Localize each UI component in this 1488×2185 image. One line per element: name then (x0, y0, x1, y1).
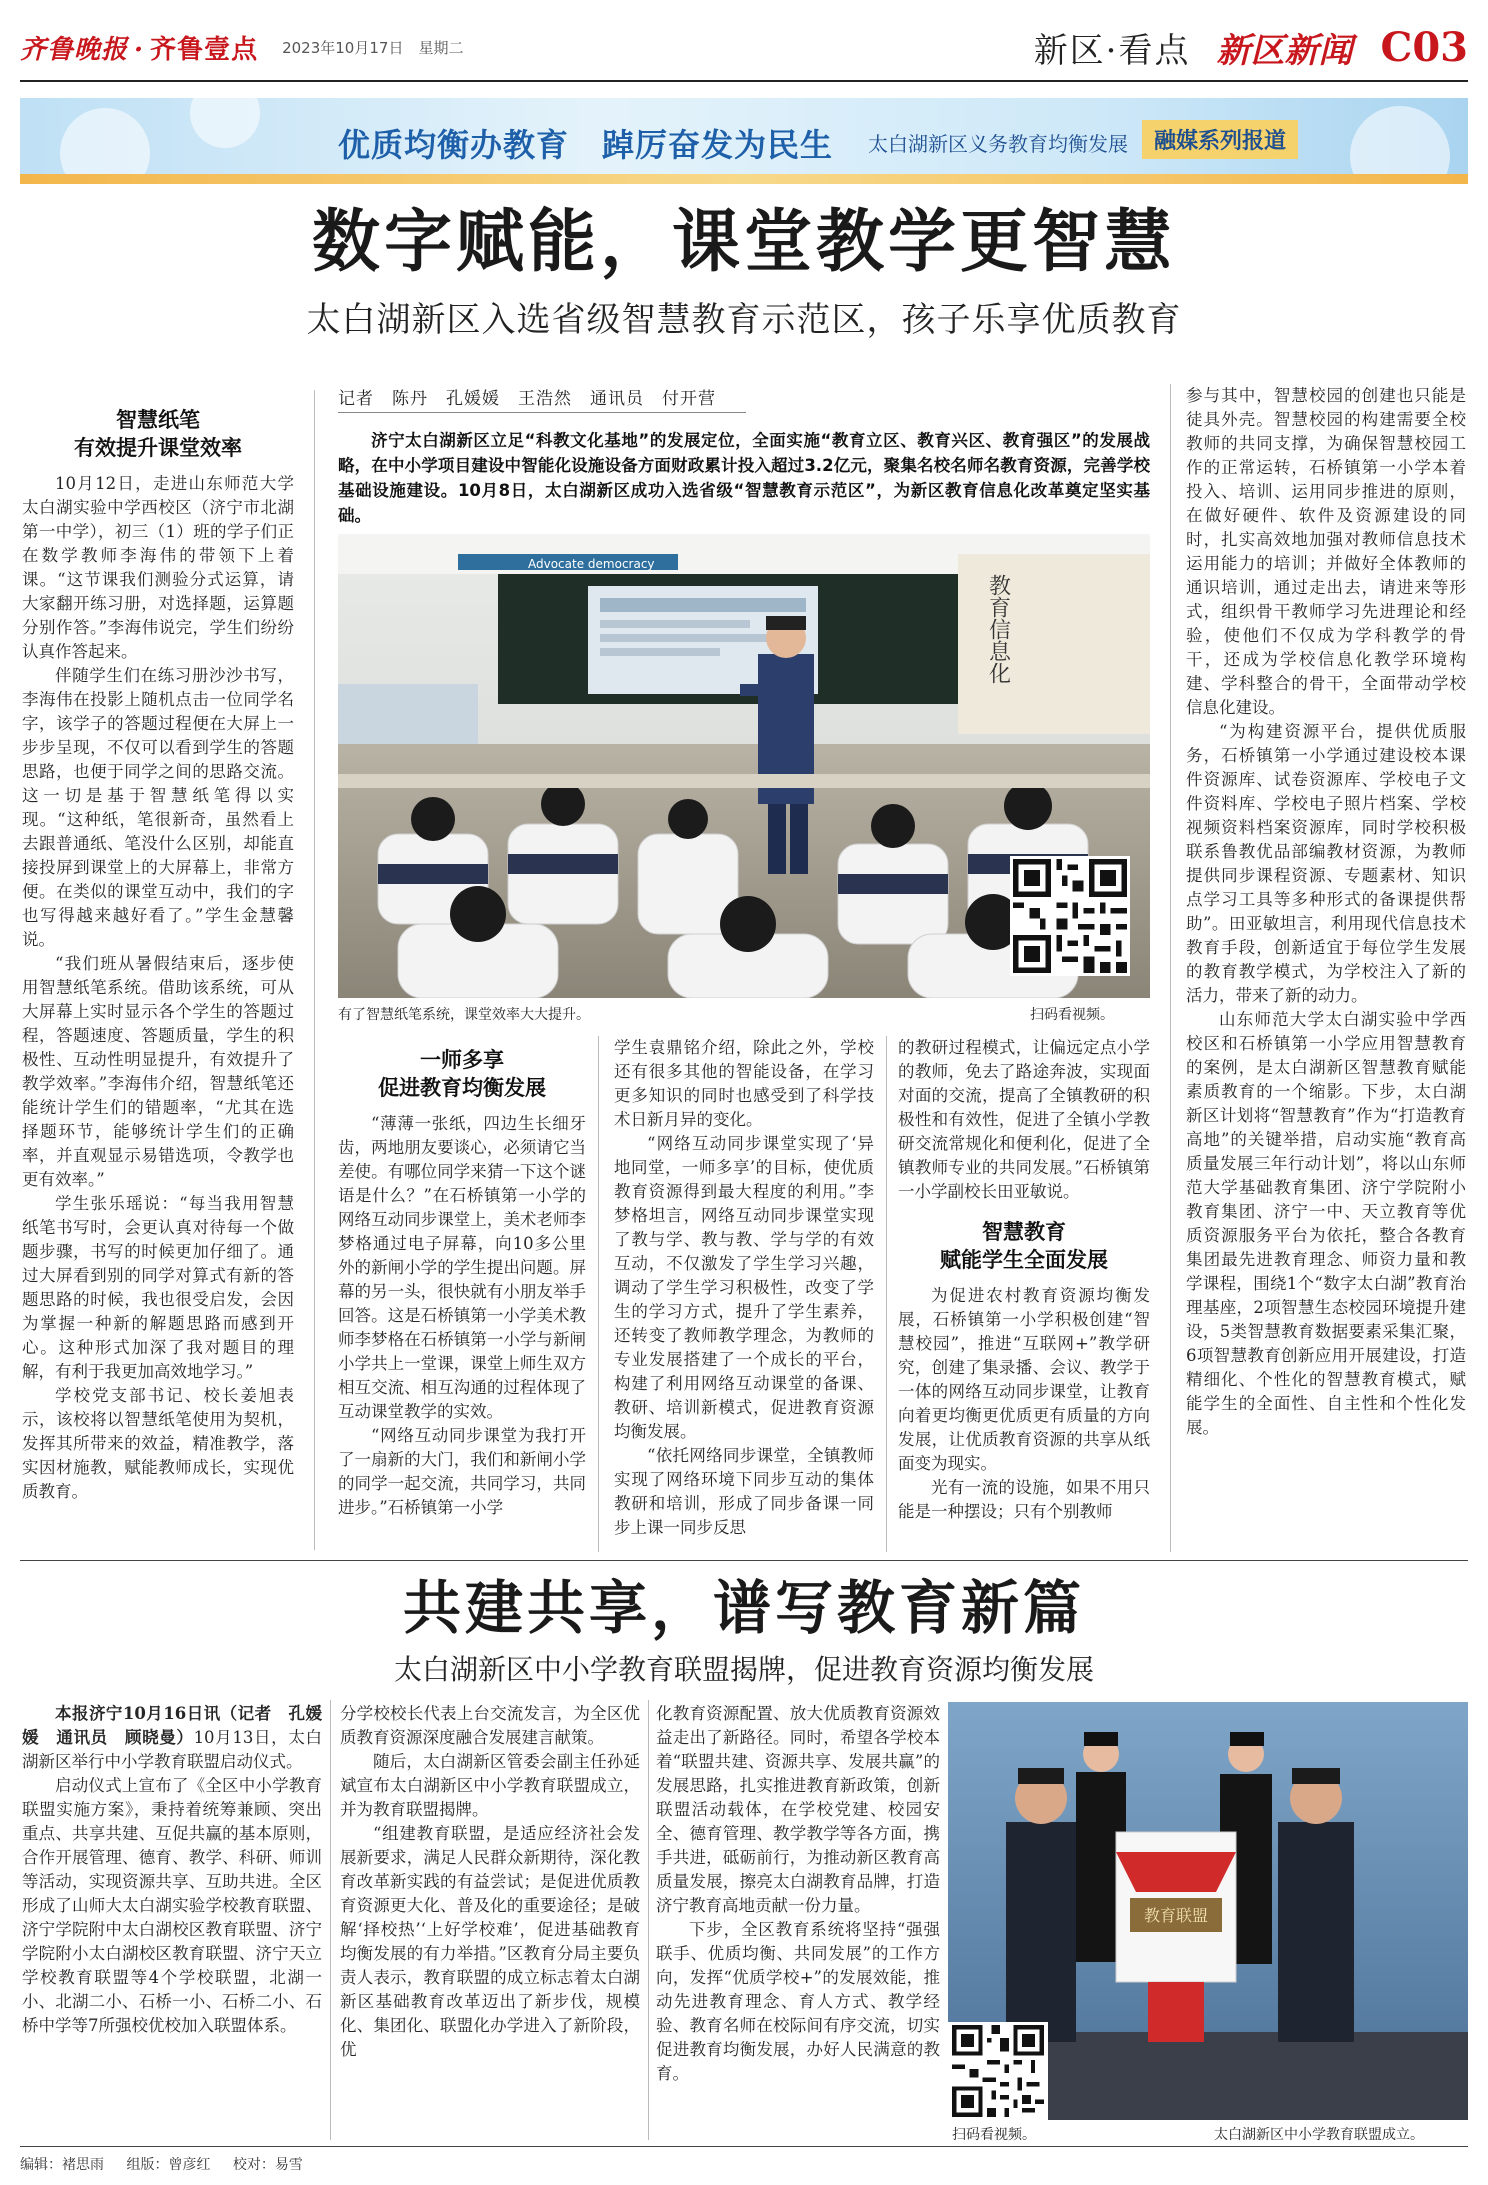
paragraph: 随后，太白湖新区管委会副主任孙延斌宣布太白湖新区中小学教育联盟成立，并为教育联盟揭牌。 (340, 1752, 640, 1819)
article1-column-5 (1186, 384, 1466, 1440)
article1-lead-paragraph: 济宁太白湖新区立足“科教文化基地”的发展定位，全面实施“教育立区、教育兴区、教育强区”的发展战略，在中小学项目建设中智能化设施设备方面财政累计投入超过3.2亿元，聚集名校名师名教育资源，完善学校基础设施建设。10月8日，太白湖新区成功入选省级“智慧教育示范区”，为新区教育信息化改革奠定坚实基础。 (338, 431, 1150, 525)
paragraph: 启动仪式上宣布了《全区中小学教育联盟实施方案》，秉持着统筹兼顾、突出重点、共享共建、互促共赢的基本原则，合作开展管理、德育、教学、科研、师训等活动，实现资源共享、互助共进。全区形成了山师大太白湖实验学校教育联盟、济宁学院附中太白湖校区教育联盟、济宁学院附小太白湖校区教育联盟、济宁天立学校教育联盟等4个学校联盟，北湖一小、北湖二小、石桥一小、石桥二小、石桥中学等7所强校优校加入联盟体系。 (22, 1776, 322, 2035)
paragraph (22, 1702, 322, 1774)
paragraph: 光有一流的设施，如果不用只能是一种摆设；只有个别教师 (898, 1478, 1150, 1521)
section-script-logo: 新区新闻 (1216, 30, 1353, 71)
column-divider (314, 390, 315, 1550)
qr-caption: 扫码看视频。 (1030, 1007, 1114, 1023)
section-name: 新区·看点 (1033, 30, 1191, 71)
footer-proofreader: 校对：易雪 (232, 2157, 303, 2173)
brand-qilu-yidian: 齐鲁壹点 (150, 34, 259, 65)
column-divider (648, 1700, 649, 2140)
plaque-text: 教育联盟 (1143, 1906, 1209, 1925)
footer-rule (20, 2146, 1468, 2147)
article1-byline: 记者 陈丹 孔媛媛 王浩然 通讯员 付开营 (338, 389, 716, 409)
article1-column-4 (898, 1036, 1150, 1524)
series-banner (20, 98, 1468, 184)
paragraph: “薄薄一张纸，四边生长细牙齿，两地朋友要谈心，必须请它当差使。有哪位同学来猜一下这个谜语是什么？”在石桥镇第一小学的网络互动同步课堂上，美术老师李梦格通过电子屏幕，向10多公里外的新闸小学的学生提出问题。屏幕的另一头，很快就有小朋友举手回答。这是石桥镇第一小学美术教师李梦格在石桥镇第一小学与新闸小学共上一堂课，课堂上师生双方相互交流、相互沟通的过程体现了互动课堂教学的实效。 (338, 1114, 586, 1421)
section-heading-one-teacher-shared (338, 1046, 586, 1102)
brand-separator: · (134, 34, 145, 65)
article-separator (20, 1560, 1468, 1561)
paragraph: 下步，全区教育系统将坚持“强强联手、优质均衡、共同发展”的工作方向，发挥“优质学校+”的发展效能，推动先进教育理念、育人方式、教学经验、教育名师在校际间有序交流，切实促进教育均衡发展，办好人民满意的教育。 (656, 1920, 940, 2083)
newspaper-brand (20, 29, 258, 66)
paragraph: 学校党支部书记、校长姜旭表示，该校将以智慧纸笔使用为契机，发挥其所带来的效益，精准教学，落实因材施教，赋能教师成长，实现优质教育。 (22, 1386, 294, 1501)
paragraph: “依托网络同步课堂，全镇教师实现了网络环境下同步互动的集体教研和培训，形成了同步备课一同步上课一同步反思 (614, 1446, 874, 1537)
section-heading-line: 有效提升课堂效率 (74, 436, 242, 460)
paragraph: “网络互动同步课堂为我打开了一扇新的大门，我们和新闸小学的同学一起交流，共同学习，共同进步。”石桥镇第一小学 (338, 1426, 586, 1517)
brand-qilu-evening-news: 齐鲁晚报 (20, 34, 129, 65)
paragraph: “组建教育联盟，是适应经济社会发展新要求，满足人民群众新期待，深化教育改革新实践的有益尝试；是促进优质教育资源更大化、普及化的重要途径；是破解‘择校热’‘上好学校难’，促进基础教育均衡发展的有力举措。”区教育分局主要负责人表示，教育联盟的成立标志着太白湖新区基础教育改革迈出了新步伐，规模化、集团化、联盟化办学进入了新阶段，优 (340, 1824, 640, 2059)
section-heading-line: 智慧纸笔 (116, 408, 200, 432)
byline-rule (338, 412, 746, 413)
article2-subhead: 太白湖新区中小学教育联盟揭牌，促进教育资源均衡发展 (393, 1653, 1094, 1686)
column-divider (598, 1036, 599, 1552)
paragraph: 分学校校长代表上台交流发言，为全区优质教育资源深度融合发展建言献策。 (340, 1704, 640, 1747)
section-heading-line: 智慧教育 (982, 1220, 1066, 1244)
paragraph: 的教研过程模式，让偏远定点小学的教师，免去了路途奔波，实现面对面的交流，提高了全镇教研的积极性和有效性，促进了全镇小学教研交流常规化和便利化，促进了全镇教师专业的共同发展。”石桥镇第一小学副校长田亚敏说。 (898, 1038, 1150, 1201)
paragraph: “为构建资源平台，提供优质服务，石桥镇第一小学通过建设校本课件资源库、试卷资源库、学校电子文件资料库、学校电子照片档案、学校视频资料档案资源库，同时学校积极联系鲁教优品部编教材资源，为教师提供同步课程资源、专题素材、知识点学习工具等多种形式的备课提供帮助”。田亚敏坦言，利用现代信息技术教育手段，创新适宜于每位学生发展的教育教学模式，为学校注入了新的活力，带来了新的动力。 (1186, 722, 1466, 1005)
article2-column-2 (340, 1702, 640, 2062)
paragraph: 10月12日，走进山东师范大学太白湖实验中学西校区（济宁市北湖第一中学），初三（1）班的学子们正在数学教师李海伟的带领下上着课。“这节课我们测验分式运算，请大家翻开练习册，对选择题，运算题分别作答。”李海伟说完，学生们纷纷认真作答起来。 (22, 474, 294, 661)
footer-editor: 编辑：褚思雨 (20, 2157, 104, 2173)
paragraph: 伴随学生们在练习册沙沙书写，李海伟在投影上随机点击一位同学名字，该学子的答题过程便在大屏上一步步呈现，不仅可以看到学生的答题思路，也便于同学之间的思路交流。这一切是基于智慧纸笔得以实现。“这种纸，笔很新奇，虽然看上去跟普通纸、笔没什么区别，却能直接投屏到课堂上的大屏幕上，非常方便。在类似的课堂互动中，我们的字也写得越来越好看了。”学生金慧馨说。 (22, 666, 294, 949)
paragraph-text: 10月13日，太白湖新区举行中小学教育联盟启动仪式。 (22, 1728, 322, 1771)
paragraph: 学生袁鼎铭介绍，除此之外，学校还有很多其他的智能设备，在学习更多知识的同时也感受到了科学技术日新月异的变化。 (614, 1038, 874, 1129)
banner-subtitle: 太白湖新区义务教育均衡发展 (868, 132, 1128, 156)
column-divider (1170, 384, 1171, 1552)
qr-code-ceremony (948, 2022, 1048, 2120)
paragraph: 化教育资源配置、放大优质教育资源效益走出了新路径。同时，希望各学校本着“联盟共建、资源共享、发展共赢”的发展思路，扎实推进教育新政策，创新联盟活动载体，在学校党建、校园安全、德育管理、教学教学等各方面，携手共进，砥砺前行，为推动新区教育高质量发展，擦亮太白湖教育品牌，打造济宁教育高地贡献一份力量。 (656, 1704, 940, 1915)
article1-column-1 (22, 400, 294, 1504)
qr-code-classroom (1010, 856, 1130, 976)
column-divider (330, 1700, 331, 2140)
article1-column-3 (614, 1036, 874, 1540)
article2-headline: 共建共享，谱写教育新篇 (402, 1574, 1085, 1642)
footer-layout: 组版：曾彦红 (126, 2157, 211, 2173)
qr-code-icon (1013, 859, 1127, 973)
column-divider (886, 1036, 887, 1552)
qr-code-icon (951, 2025, 1045, 2117)
article2-column-3 (656, 1702, 940, 2086)
article2-column-1 (22, 1702, 322, 2038)
banner-gold-strip (20, 174, 1468, 184)
section-heading-smart-education (898, 1218, 1150, 1274)
paragraph: “网络互动同步课堂实现了‘异地同堂，一师多享’的目标，使优质教育资源得到最大程度的利用。”李梦格坦言，网络互动同步课堂实现了教与学、教与教、学与学的有效互动，不仅激发了学生学习兴趣，调动了学生学习积极性，改变了学生的学习方式，提升了学生素养，还转变了教师教学理念，为教师的专业发展搭建了一个成长的平台，构建了利用网络互动课堂的备课、教研、培训新模式，促进教育资源均衡发展。 (614, 1134, 874, 1441)
classroom-photo-caption: 有了智慧纸笔系统，课堂效率大大提升。 (338, 1007, 590, 1023)
section-heading-line: 促进教育均衡发展 (378, 1076, 546, 1100)
paragraph: “我们班从暑假结束后，逐步使用智慧纸笔系统。借助该系统，可从大屏幕上实时显示各个学生的答题过程，答题速度、答题质量，学生的积极性、互动性明显提升，有效提升了教学效率。”李海伟介绍，智慧纸笔还能统计学生们的错题率，“尤其在选择题环节，能够统计学生们的正确率，并直观显示易错选项，令教学也更有效率。” (22, 954, 294, 1189)
dateline: 本报济宁10月16日讯（记者 孔媛媛 通讯员 顾晓曼） (22, 1704, 322, 1747)
alliance-ceremony-photo (948, 1702, 1468, 2120)
section-heading-line: 一师多享 (420, 1048, 504, 1072)
banner-decoration-circle (190, 98, 260, 148)
banner-slogan: 优质均衡办教育 踔厉奋发为民生 (338, 126, 834, 164)
paragraph: 参与其中，智慧校园的创建也只能是徒具外壳。智慧校园的构建需要全校教师的共同支撑，为确保智慧校园工作的正常运转，石桥镇第一小学本着投入、培训、运用同步推进的原则，在做好硬件、软件及资源建设的同时，扎实高效地加强对教师信息技术运用能力的培训；并做好全体教师的通识培训，通过走出去，请进来等形式，组织骨干教师学习先进理论和经验，使他们不仅成为学科教学的骨干，还成为学校信息化教学环境构建、学科整合的骨干，全面带动学校信息化建设。 (1186, 386, 1466, 717)
classroom-photo (338, 534, 1150, 998)
masthead-right (1034, 22, 1468, 72)
masthead-rule (20, 80, 1468, 82)
svg-text:教育信息化: 教育信息化 (985, 574, 1011, 684)
page-footer (20, 2154, 321, 2174)
section-heading-smart-pen (22, 406, 294, 462)
issue-date: 2023年10月17日 星期二 (282, 38, 464, 57)
ceremony-photo-caption: 太白湖新区中小学教育联盟成立。 (1214, 2127, 1424, 2143)
banner-decoration-circle (60, 108, 150, 184)
paragraph: 学生张乐瑶说：“每当我用智慧纸笔书写时，会更认真对待每一个做题步骤，书写的时候更加仔细了。通过大屏看到别的同学对算式有新的答题思路的时候，我也很受启发，会因为掌握一种新的解题思路而感到开心。这种形式加深了我对题目的理解，有利于我更加高效地学习。” (22, 1194, 294, 1381)
masthead (20, 22, 1468, 72)
blackboard-banner-text: Advocate democracy (528, 557, 655, 571)
article1-subhead: 太白湖新区入选省级智慧教育示范区，孩子乐享优质教育 (306, 300, 1182, 340)
qr-caption: 扫码看视频。 (952, 2127, 1036, 2143)
section-heading-line: 赋能学生全面发展 (940, 1248, 1108, 1272)
page-number: C03 (1380, 23, 1468, 71)
article1-column-2 (338, 1040, 586, 1520)
banner-series-tag: 融媒系列报道 (1142, 120, 1298, 159)
banner-decoration-circle (1350, 106, 1450, 184)
paragraph: 山东师范大学太白湖实验中学西校区和石桥镇第一小学应用智慧教育的案例，是太白湖新区智慧教育赋能素质教育的一个缩影。下步，太白湖新区计划将“智慧教育”作为“打造教育高地”的关键举措，启动实施“教育高质量发展三年行动计划”，将以山东师范大学基础教育集团、济宁学院附小教育集团、济宁一中、天立教育等优质资源服务平台为依托，整合各教育集团最先进教育理念、师资力量和教学课程，围绕1个“数字太白湖”教育治理基座，2项智慧生态校园环境提升建设，5类智慧教育数据要素采集汇聚，6项智慧教育创新应用开展建设，打造精细化、个性化的智慧教育模式，赋能学生的全面性、自主性和个性化发展。 (1186, 1010, 1466, 1437)
article1-headline: 数字赋能，课堂教学更智慧 (311, 202, 1176, 282)
paragraph: 为促进农村教育资源均衡发展，石桥镇第一小学积极创建“智慧校园”，推进“互联网+”教学研究，创建了集录播、会议、教学于一体的网络互动同步课堂，让教育向着更均衡更优质更有质量的方向发展，让优质教育资源的共享从纸面变为现实。 (898, 1286, 1150, 1473)
